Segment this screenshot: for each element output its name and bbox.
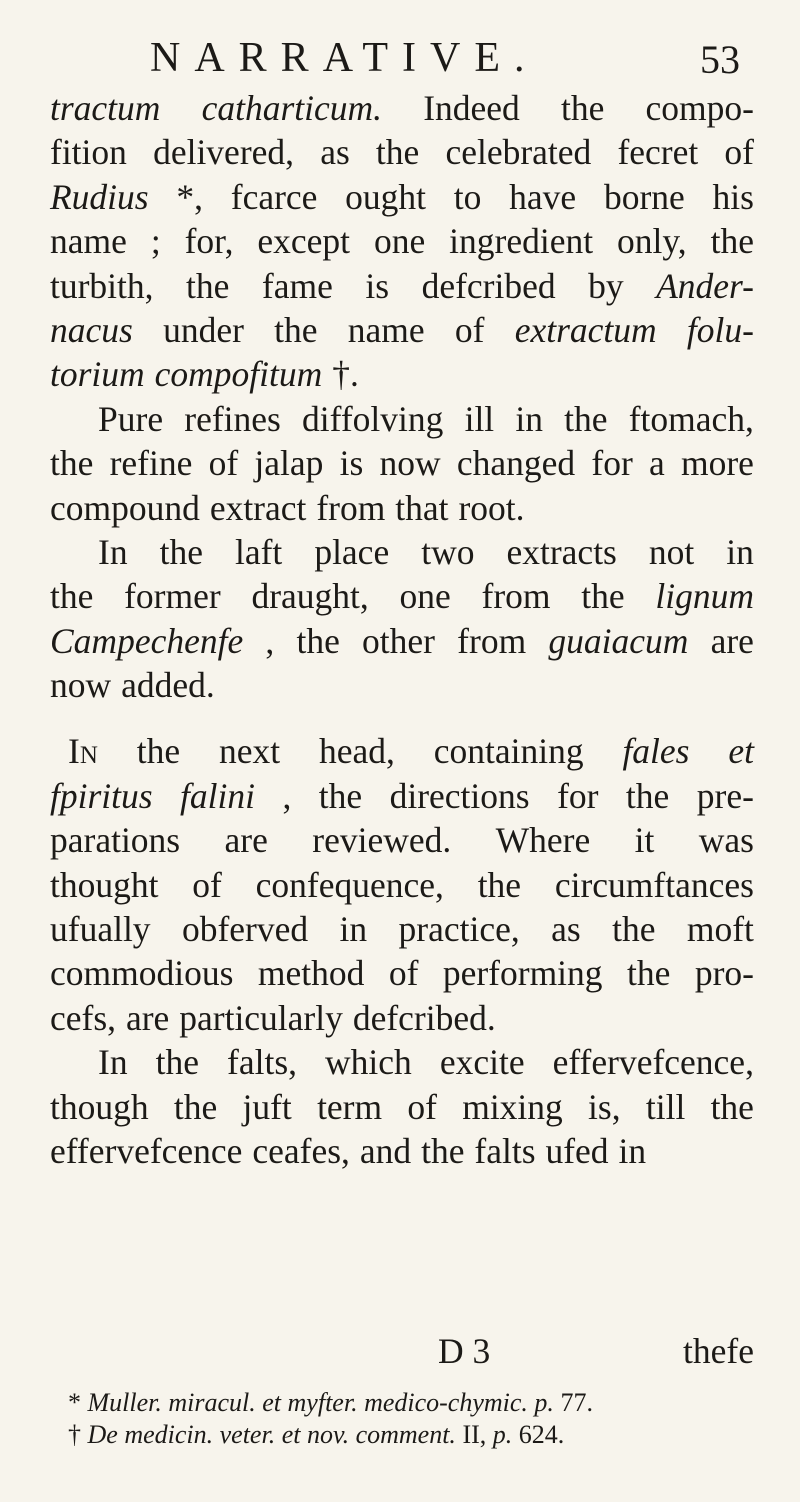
word: commodious (50, 953, 234, 994)
word: thought (50, 864, 159, 905)
page-number: 53 (700, 37, 740, 82)
word: one (373, 221, 426, 262)
footnote-text: p. (492, 1420, 513, 1449)
word: in (726, 531, 754, 572)
word: performing (442, 953, 603, 994)
text-line (50, 663, 754, 707)
word: of (407, 1086, 437, 1127)
word: the (477, 864, 522, 905)
word: the (50, 443, 94, 484)
word: as (320, 132, 350, 173)
word: only, (617, 221, 687, 262)
word: now (379, 443, 441, 484)
running-head: NARRATIVE. (150, 35, 539, 81)
word: in (618, 1130, 647, 1171)
word: for, (184, 221, 234, 262)
word: added. (121, 665, 215, 706)
word: falts, (227, 1042, 298, 1083)
word: of (454, 309, 485, 350)
word: the (581, 576, 625, 617)
footnote-text: * (68, 1388, 88, 1417)
word: fecret (617, 132, 699, 173)
word: ; (150, 221, 161, 262)
word: as (551, 909, 581, 950)
text-line (50, 574, 754, 618)
word: name (50, 221, 127, 262)
word: guaiacum (548, 620, 689, 661)
word: his (712, 176, 754, 217)
text-line (50, 619, 754, 663)
word: more (680, 443, 754, 484)
word: the (560, 88, 605, 128)
word: not (648, 531, 695, 572)
word: have (509, 176, 577, 217)
word: falts (474, 1130, 536, 1171)
word: pre- (696, 775, 754, 816)
word: diffolving (302, 398, 444, 439)
footnote (68, 1387, 758, 1419)
word: ufually (50, 909, 151, 950)
word: effervefcence, (552, 1042, 754, 1083)
word: that (395, 487, 449, 528)
word: except (257, 221, 351, 262)
word: ufed (545, 1130, 609, 1171)
word: of (192, 864, 222, 905)
word: folu- (686, 309, 754, 350)
word: place (314, 531, 390, 572)
word: ought (345, 176, 427, 217)
word: of (388, 953, 419, 994)
text-line (50, 1040, 754, 1084)
footnote-text: † (68, 1420, 88, 1449)
word: , (265, 620, 275, 661)
word: the (318, 775, 363, 816)
word: of (724, 132, 754, 173)
word: the (50, 576, 94, 617)
word: *, (176, 176, 203, 217)
word: turbith, (50, 265, 154, 306)
word: lignum (655, 576, 754, 617)
word: fpiritus (50, 775, 153, 816)
word: extract (209, 487, 307, 528)
word: Indeed (423, 88, 520, 128)
word: the (136, 731, 181, 772)
word: Pure (98, 398, 164, 439)
text-line (50, 264, 754, 308)
word: name (347, 309, 425, 350)
word: cefs, (50, 997, 117, 1038)
word: method (257, 953, 365, 994)
text-line (50, 352, 754, 396)
word: from (481, 576, 551, 617)
word: the (421, 1130, 465, 1171)
text-line (50, 1085, 754, 1129)
page-header (150, 34, 740, 84)
text-line (50, 486, 754, 530)
word: circumftances (554, 864, 754, 905)
catchword: thefe (683, 1331, 754, 1371)
word: the (375, 132, 420, 173)
word: two (421, 531, 475, 572)
word: jalap (254, 443, 324, 484)
word: now (50, 665, 112, 706)
word: by (588, 265, 624, 306)
word: the (173, 1086, 218, 1127)
word: Campechenfe (50, 620, 244, 661)
footnote-text: II, (455, 1420, 493, 1449)
word: compofitum (154, 354, 323, 395)
word: fales (622, 731, 690, 772)
word: celebrated (445, 132, 592, 173)
word: extracts (506, 531, 617, 572)
word: Where (495, 820, 591, 861)
word: containing (433, 731, 584, 772)
word: under (163, 309, 244, 350)
word: effervefcence (50, 1130, 243, 1171)
word: of (208, 443, 239, 484)
word: are (224, 820, 268, 861)
text-line (50, 441, 754, 485)
word: laft (234, 531, 283, 572)
word: other (362, 620, 435, 661)
word: extractum (514, 309, 657, 350)
word: fame (261, 265, 333, 306)
text-line (50, 1129, 754, 1173)
word: is, (588, 1086, 621, 1127)
word: draught, (251, 576, 369, 617)
footnote-text: 624. (512, 1420, 565, 1449)
text-line (50, 130, 754, 174)
word: confequence, (255, 864, 444, 905)
word: in (515, 398, 543, 439)
word: obferved (181, 909, 309, 950)
word: †. (332, 354, 359, 395)
word: practice, (398, 909, 520, 950)
catch-line (50, 1330, 754, 1374)
body-text (50, 86, 754, 1173)
word: mixing (462, 1086, 563, 1127)
text-line (50, 308, 754, 352)
word: reviewed. (312, 820, 452, 861)
word: compound (50, 487, 200, 528)
word: are (125, 997, 170, 1038)
word: compo- (645, 88, 754, 128)
word: refines (184, 398, 281, 439)
word: former (124, 576, 221, 617)
word: excite (439, 1042, 525, 1083)
footnotes (68, 1387, 758, 1451)
footnote-text: De medicin. veter. et nov. comment. (87, 1420, 456, 1449)
word: the (274, 309, 318, 350)
word: the (296, 620, 340, 661)
footnote-text: Muller. miracul. et myfter. medico-chymic. p. (87, 1388, 554, 1417)
word: In (98, 1042, 128, 1083)
word: term (317, 1086, 383, 1127)
text-line (50, 774, 754, 818)
word: from (316, 487, 386, 528)
word: fcarce (230, 176, 318, 217)
word: was (698, 820, 754, 861)
word: defcribed. (352, 997, 496, 1038)
word: changed (456, 443, 576, 484)
word: it (634, 820, 655, 861)
word: , (282, 775, 292, 816)
word: a (649, 443, 665, 484)
word: for (557, 775, 599, 816)
word: In (68, 731, 98, 772)
text-line (50, 397, 754, 441)
word: parations (50, 820, 181, 861)
word: pro- (694, 953, 754, 994)
text-line (50, 729, 754, 773)
word: the (612, 909, 656, 950)
word: tractum (50, 88, 161, 128)
word: the (627, 953, 671, 994)
word: torium (50, 354, 145, 395)
word: in (339, 909, 368, 950)
word: the (159, 531, 203, 572)
word: falini (180, 775, 255, 816)
text-line (50, 175, 754, 219)
footnote-text: 77. (553, 1388, 593, 1417)
word: the (625, 775, 670, 816)
word: till (645, 1086, 686, 1127)
word: delivered, (153, 132, 295, 173)
word: for (591, 443, 633, 484)
word: which (325, 1042, 412, 1083)
word: Rudius (50, 176, 149, 217)
word: juft (242, 1086, 292, 1127)
word: the (186, 265, 230, 306)
text-line (50, 530, 754, 574)
word: directions (389, 775, 530, 816)
word: Ander- (656, 265, 754, 306)
word: ill (464, 398, 495, 439)
word: though (50, 1086, 149, 1127)
word: refine (109, 443, 193, 484)
word: is (365, 265, 390, 306)
word: fition (50, 132, 127, 173)
word: is (339, 443, 364, 484)
word: ceafes, (252, 1130, 350, 1171)
footnote (68, 1419, 758, 1451)
text-line (50, 996, 754, 1040)
word: root. (458, 487, 525, 528)
word: one (399, 576, 451, 617)
word: et (728, 731, 754, 772)
text-line (50, 951, 754, 995)
word: ftomach, (628, 398, 754, 439)
word: are (710, 620, 754, 661)
word: next (218, 731, 281, 772)
word: moft (686, 909, 754, 950)
word: the (155, 1042, 199, 1083)
text-line (50, 863, 754, 907)
paragraph-gap (50, 707, 754, 729)
word: borne (603, 176, 685, 217)
word: In (98, 531, 128, 572)
text-line (50, 219, 754, 263)
word: ingredient (449, 221, 594, 262)
word: defcribed (421, 265, 556, 306)
word: nacus (50, 309, 133, 350)
word: head, (318, 731, 395, 772)
word: the (710, 221, 754, 262)
word: particularly (179, 997, 343, 1038)
word: the (710, 1086, 754, 1127)
word: from (457, 620, 527, 661)
text-line (50, 86, 754, 130)
word: the (564, 398, 608, 439)
text-line (50, 818, 754, 862)
word: catharticum. (201, 88, 383, 128)
word: to (453, 176, 482, 217)
word: and (359, 1130, 412, 1171)
text-line (50, 907, 754, 951)
signature-mark: D 3 (438, 1331, 491, 1371)
